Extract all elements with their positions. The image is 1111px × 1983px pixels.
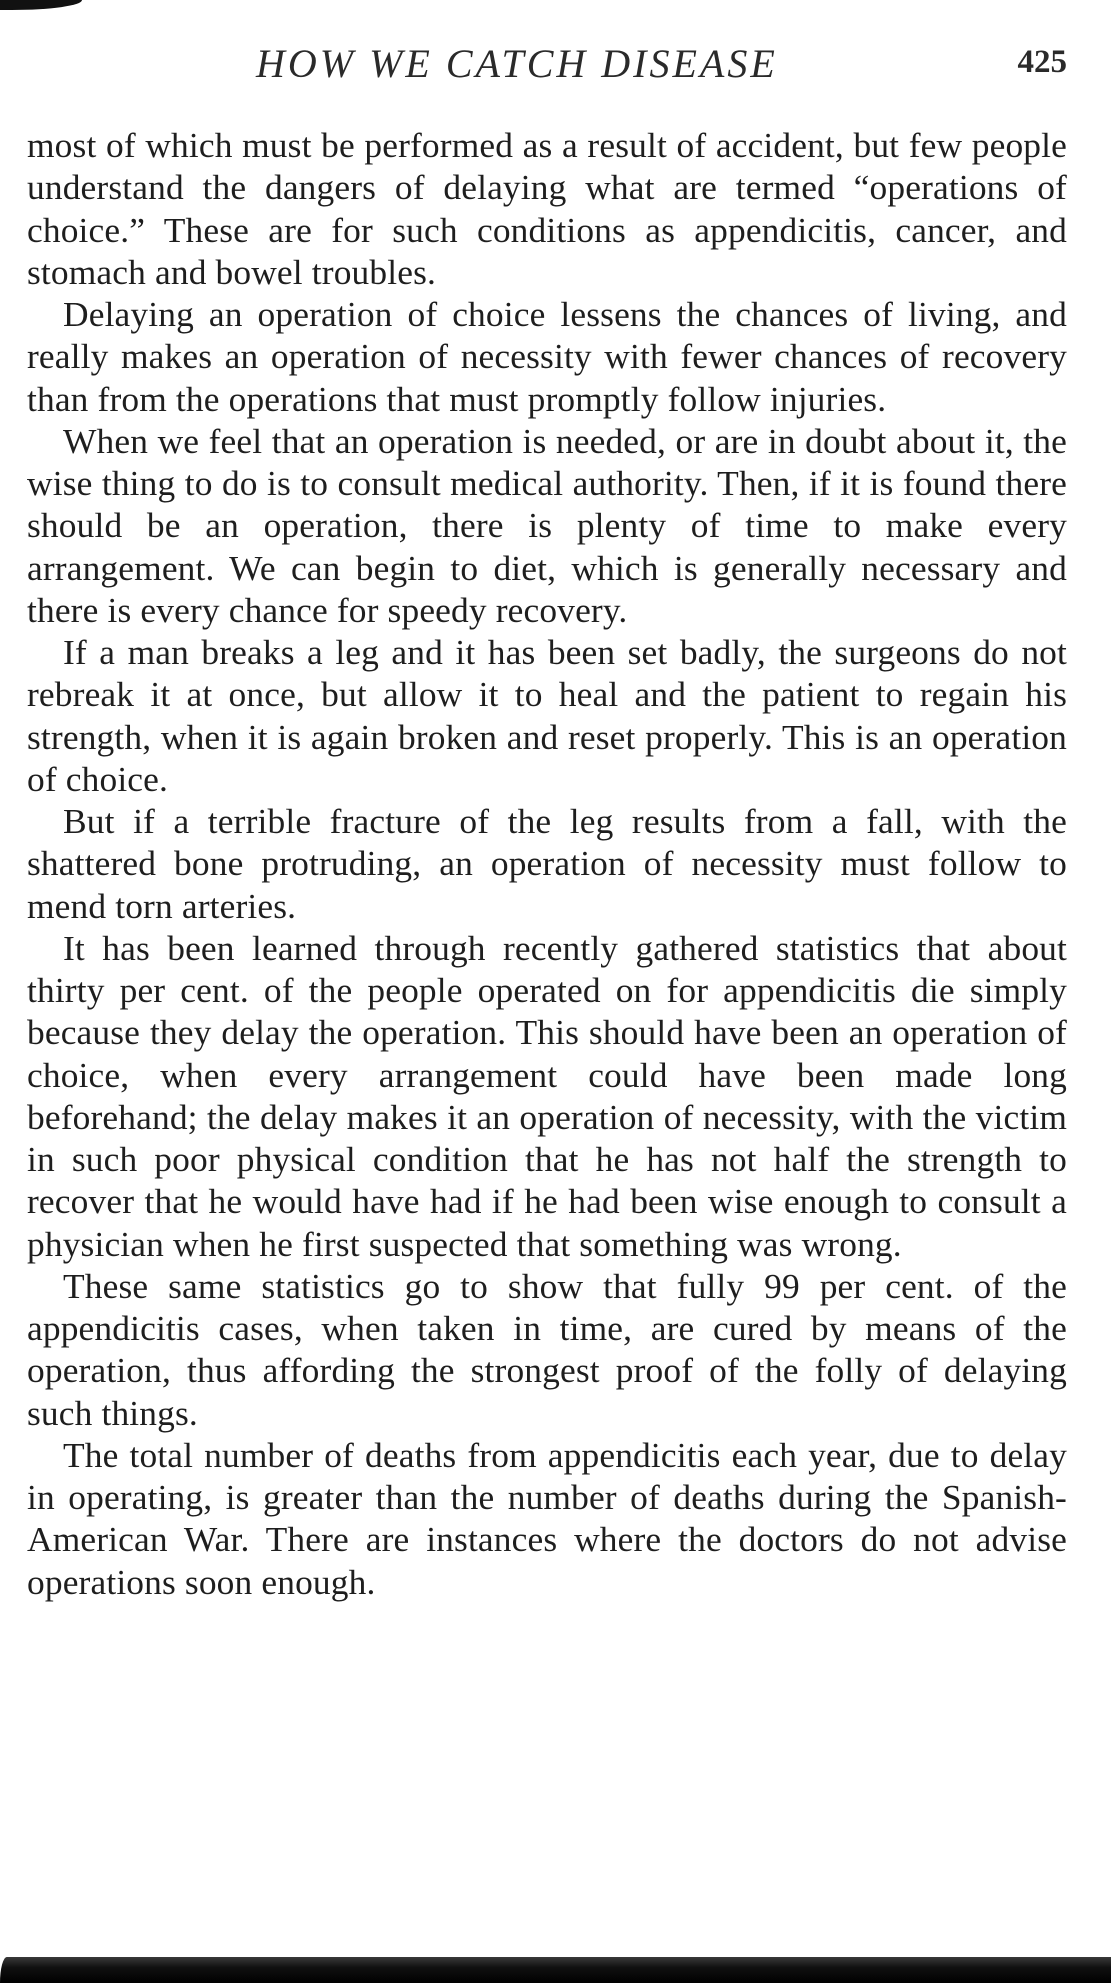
paragraph: The total number of deaths from appendicitis each year, due to delay in operating, is greater than the number of deaths during the Spanish-American War. There are instances where the doctors do not advise operations soon enough. (27, 1434, 1067, 1602)
paragraph: These same statistics go to show that fully 99 per cent. of the appendicitis cases, when taken in time, are cured by means of the operation, thus affording the strongest proof of the folly of delaying such things. (27, 1265, 1067, 1433)
page-number: 425 (1017, 44, 1067, 80)
paragraph: Delaying an operation of choice lessens the chances of living, and really makes an operation of necessity with fewer chances of recovery than from the operations that must promptly follow injuries. (27, 294, 1067, 419)
page-bottom-edge (0, 1957, 1111, 1983)
paragraph-continuation: most of which must be performed as a result of accident, but few people understand the dangers of delaying what are termed “operations of choice.” These are for such conditions as appendicitis, cancer, and stomach and bowel troubles. (27, 125, 1067, 292)
paragraph: But if a terrible fracture of the leg results from a fall, with the shattered bone protruding, an operation of necessity must follow to mend torn arteries. (27, 801, 1067, 926)
paragraph: It has been learned through recently gathered statistics that about thirty per cent. of the people operated on for appendicitis die simply because they delay the operation. This should have been an operation of choice, when every arrangement could have been made long beforehand; the delay makes it an operation of necessity, with the victim in such poor physical condition that he has not half the strength to recover that he would have had if he had been wise enough to consult a physician when he first suspected that something was wrong. (27, 927, 1067, 1264)
running-title: HOW WE CATCH DISEASE (256, 41, 778, 86)
running-head (0, 40, 1111, 100)
paragraph: If a man breaks a leg and it has been set badly, the surgeons do not rebreak it at once, but allow it to heal and the patient to regain his strength, when it is again broken and reset properly. This is an operation of choice. (27, 632, 1067, 799)
paragraph: When we feel that an operation is needed, or are in doubt about it, the wise thing to do is to consult medical authority. Then, if it is found there should be an operation, there is plenty of time to make every arrangement. We can begin to diet, which is generally necessary and there is every chance for speedy recovery. (27, 420, 1067, 630)
page-corner-mark (0, 0, 82, 10)
body-text (27, 124, 1067, 1603)
